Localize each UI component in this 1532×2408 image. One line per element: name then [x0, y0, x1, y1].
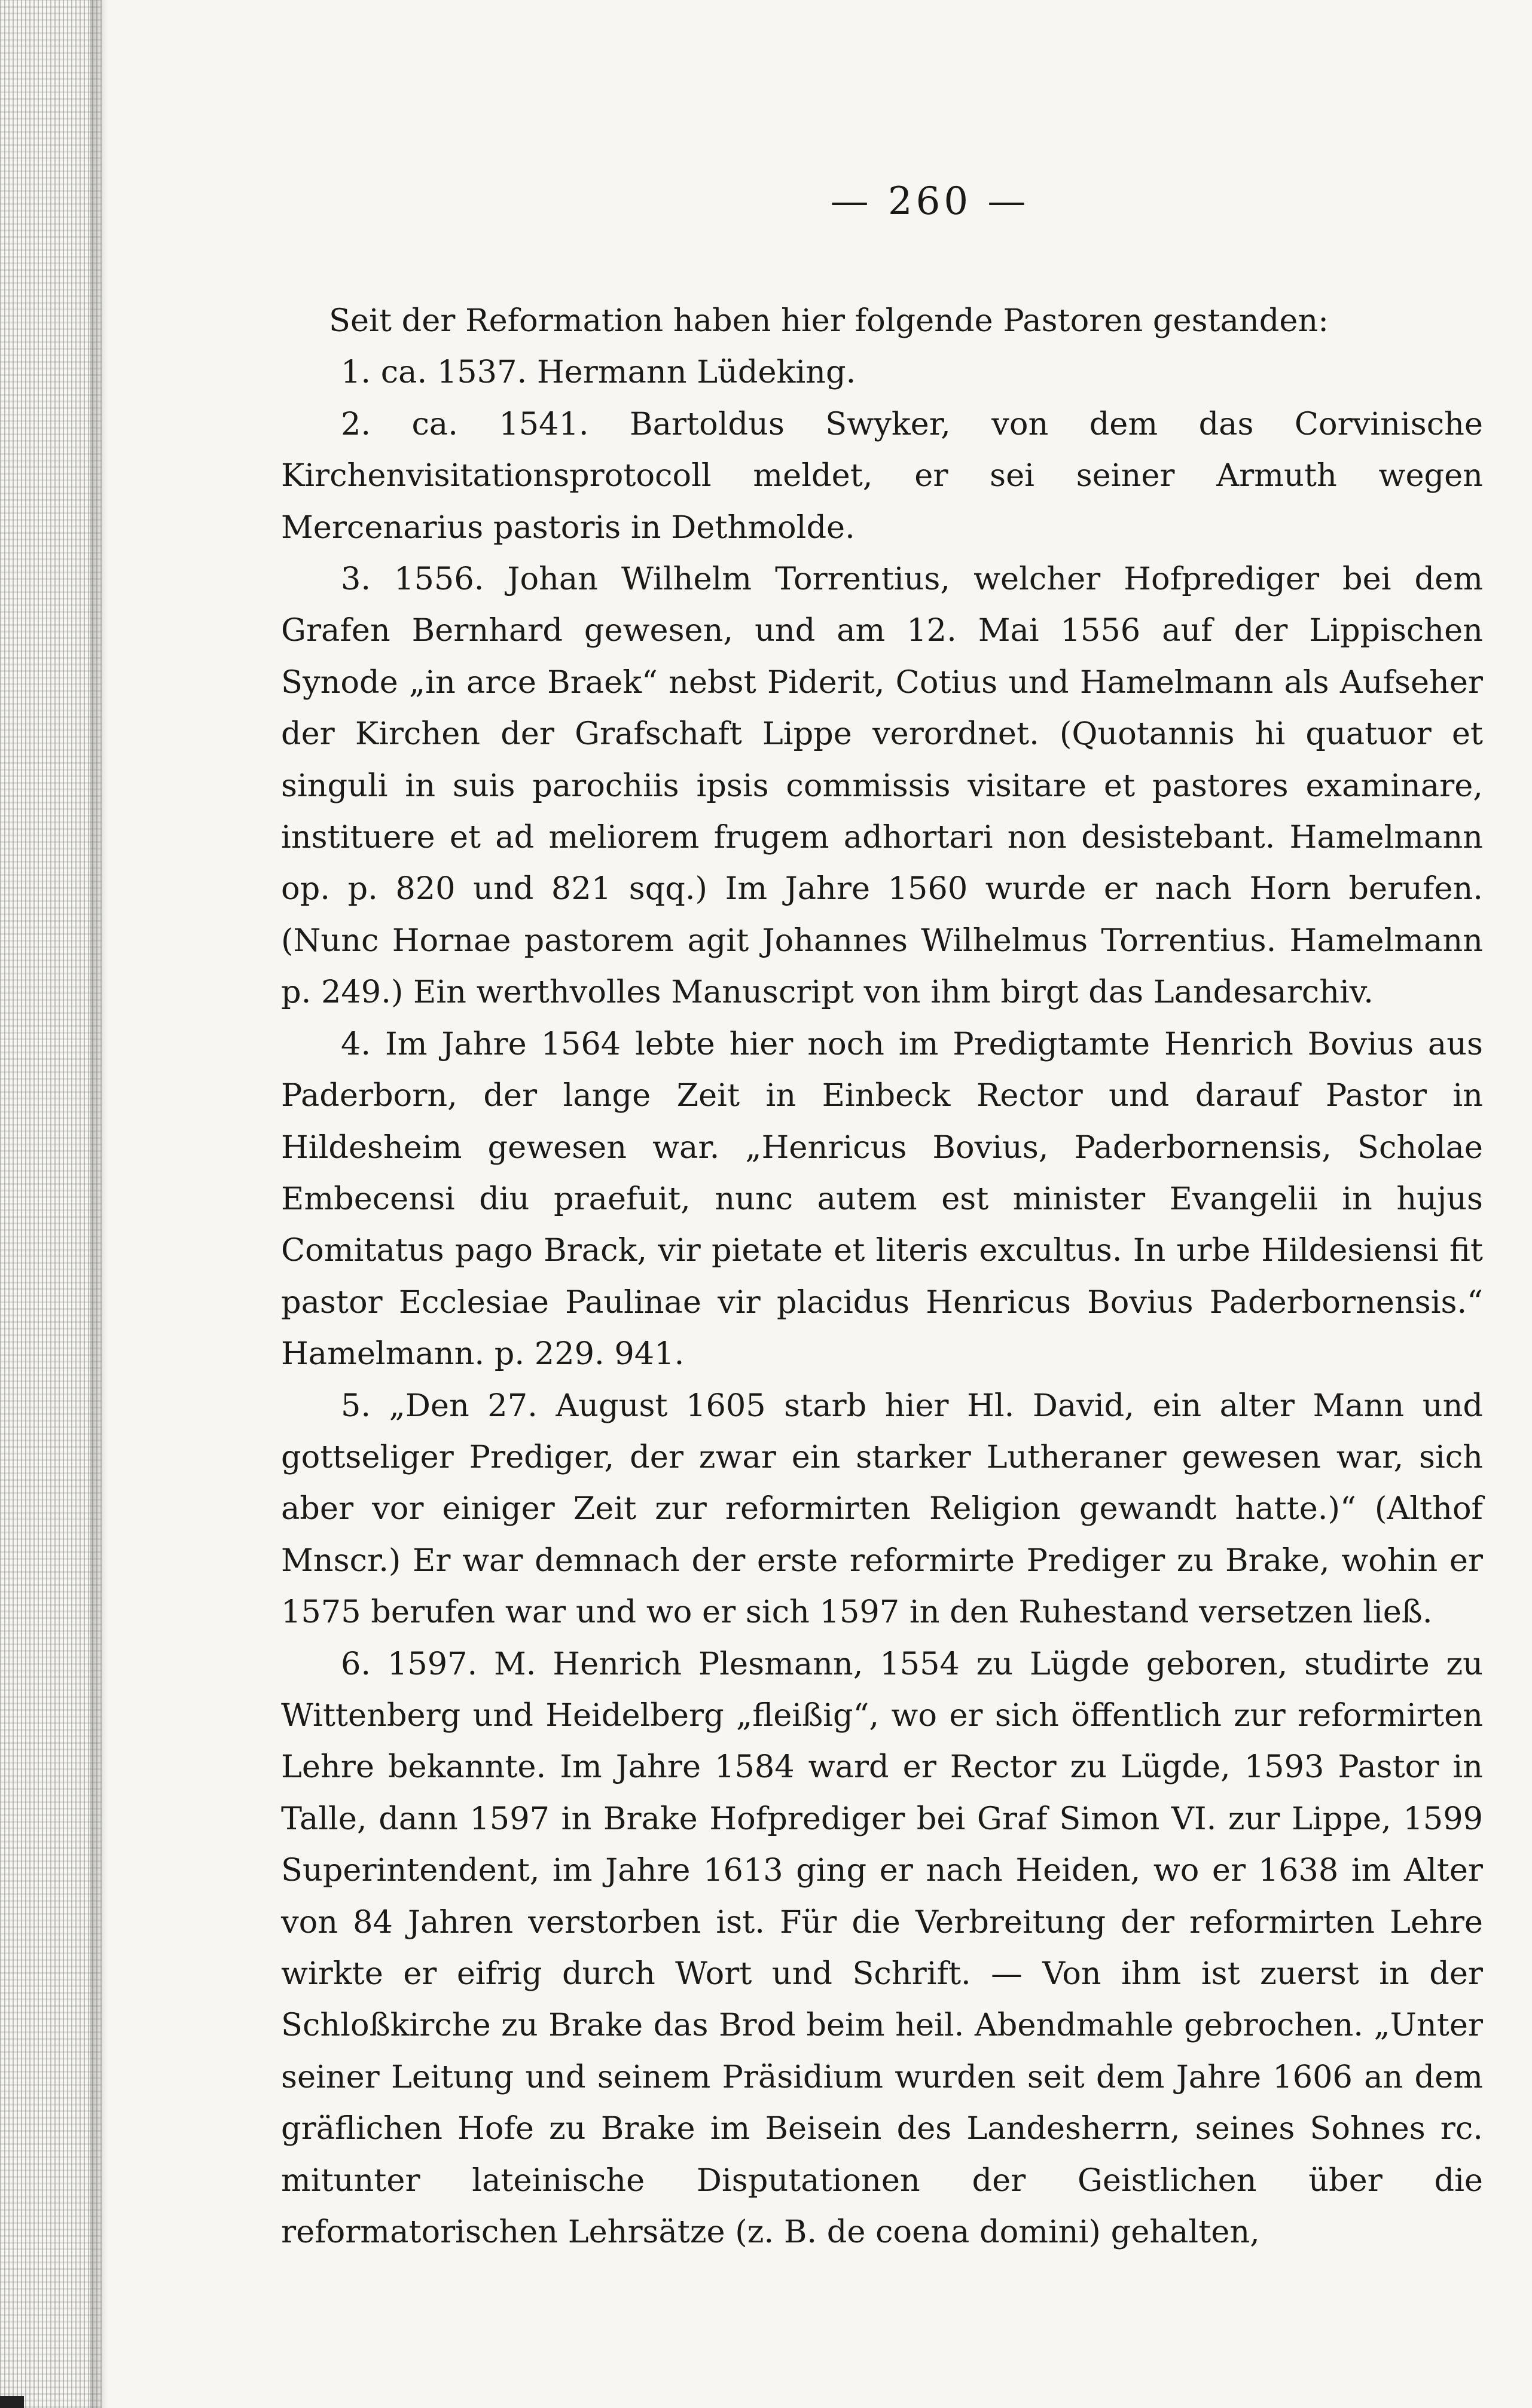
pastor-entry-4: 4. Im Jahre 1564 lebte hier noch im Predigtamte Henrich Bovius aus Paderborn, der lange Zeit in Einbeck Rector und darauf Pastor in Hildesheim gewesen war. „Henricus Bovius, Paderbornensis, Scholae Embecensi diu praefuit, nunc autem est minister Evangelii in hujus Comitatus pago Brack, vir pietate et literis excultus. In urbe Hildesiensi fit pastor Ecclesiae Paulinae vir placidus Henricus Bovius Paderbornensis.“ Hamelmann. p. 229. 941. — [281, 1025, 1483, 1373]
pastor-entry-2: 2. ca. 1541. Bartoldus Swyker, von dem das Corvinische Kirchenvisitationsprotocoll meldet, er sei seiner Armuth wegen Mercenarius pastoris in Dethmolde. — [281, 405, 1483, 546]
scan-mark — [0, 2396, 24, 2408]
binding-edge — [0, 0, 102, 2408]
book-page — [281, 179, 1483, 2258]
pastor-entry-3: 3. 1556. Johan Wilhelm Torrentius, welcher Hofprediger bei dem Grafen Bernhard gewesen, und am 12. Mai 1556 auf der Lippischen Synode „in arce Braek“ nebst Piderit, Cotius und Hamelmann als Aufseher der Kirchen der Grafschaft Lippe verordnet. (Quotannis hi quatuor et singuli in suis parochiis ipsis commissis visitare et pastores examinare, instituere et ad meliorem frugem adhortari non desistebant. Hamelmann op. p. 820 und 821 sqq.) Im Jahre 1560 wurde er nach Horn berufen. (Nunc Hornae pastorem agit Johannes Wilhelmus Torrentius. Hamelmann p. 249.) Ein werthvolles Manuscript von ihm birgt das Landesarchiv. — [281, 561, 1483, 1011]
intro-line: Seit der Reformation haben hier folgende Pastoren gestanden: — [329, 302, 1329, 339]
pastor-entry-5: 5. „Den 27. August 1605 starb hier Hl. David, ein alter Mann und gottseliger Prediger, der zwar ein starker Lutheraner gewesen war, sich aber vor einiger Zeit zur reformirten Religion gewandt hatte.)“ (Althof Mnscr.) Er war demnach der erste reformirte Prediger zu Brake, wohin er 1575 berufen war und wo er sich 1597 in den Ruhestand versetzen ließ. — [281, 1387, 1483, 1631]
page-text — [281, 295, 1483, 2258]
pastor-entry-6: 6. 1597. M. Henrich Plesmann, 1554 zu Lügde geboren, studirte zu Wittenberg und Heidelberg „fleißig“, wo er sich öffentlich zur reformirten Lehre bekannte. Im Jahre 1584 ward er Rector zu Lügde, 1593 Pastor in Talle, dann 1597 in Brake Hofprediger bei Graf Simon VI. zur Lippe, 1599 Superintendent, im Jahre 1613 ging er nach Heiden, wo er 1638 im Alter von 84 Jahren verstorben ist. Für die Verbreitung der reformirten Lehre wirkte er eifrig durch Wort und Schrift. — Von ihm ist zuerst in der Schloßkirche zu Brake das Brod beim heil. Abendmahle gebrochen. „Unter seiner Leitung und seinem Präsidium wurden seit dem Jahre 1606 an dem gräflichen Hofe zu Brake im Beisein des Landesherrn, seines Sohnes rc. mitunter lateinische Disputationen der Geistlichen über die reformatorischen Lehrsätze (z. B. de coena domini) gehalten, — [281, 1645, 1483, 2251]
page-number: — 260 — — [830, 179, 1030, 224]
pastor-entry-1: 1. ca. 1537. Hermann Lüdeking. — [341, 354, 856, 391]
binding-shadow — [90, 0, 108, 2408]
